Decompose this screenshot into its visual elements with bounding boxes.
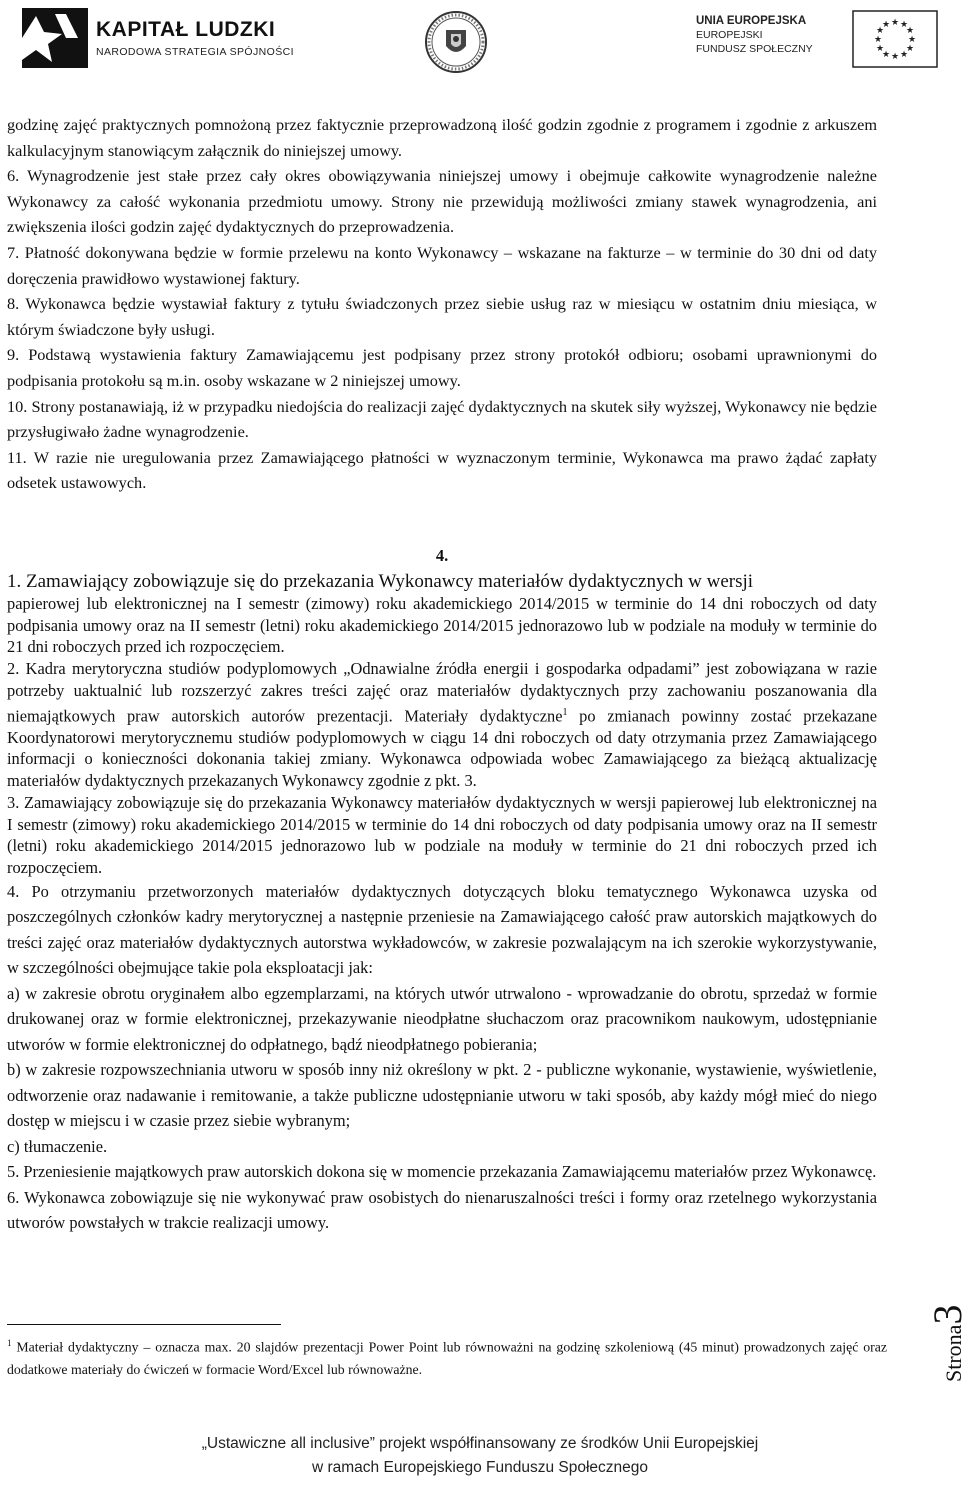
paragraph-6: 6. Wynagrodzenie jest stałe przez cały okres obowiązywania niniejszej umowy i obejmuje całkowite wynagrodzenie należne Wykonawcy za całość wykonania przedmiotu umowy. Strony nie przewidują możliwości zmiany stawek wynagrodzenia, ani zwiększenia ilości godzin zajęć dydaktycznych do przeprowadzenia.	[7, 166, 877, 237]
section-4-item-a: a) w zakresie obrotu oryginałem albo egzemplarzami, na których utwór utrwalono - wprowadzanie do obrotu, sprzedaż w formie drukowanej oraz w formie elektronicznej, przekazywanie nieodpłatne słuchaczom oraz pracownikom naukowym, udostępnianie utworów w formie elektronicznej do odpłatnego, bądź nieodpłatnego pobierania;	[7, 983, 877, 1054]
page-number-rotated	[924, 1305, 971, 1382]
footnote-reference: 1	[562, 706, 568, 718]
footer-line-2: w ramach Europejskiego Funduszu Społecznego	[311, 1459, 649, 1476]
section-4-paragraph-6: 6. Wykonawca zobowiązuje się nie wykonywać praw osobistych do nienaruszalności treści i formy oraz rzetelnego wykorzystania utworów powstałych w trakcie realizacji umowy.	[7, 1187, 877, 1233]
section-4-paragraph-1-lead: 1. Zamawiający zobowiązuje się do przekazania Wykonawcy materiałów dydaktycznych w wersji	[7, 571, 754, 592]
section-4-paragraph-2-a: 2. Kadra merytoryczna studiów podyplomowych „Odnawialne źródła energii i gospodarka odpadami” jest zobowiązana w razie potrzeby uaktualnić lub rozszerzyć zakres treści zajęć oraz materiałów dydaktycznych przy zachowaniu poszanowania dla niemajątkowych praw autorskich autorów prezentacji. Materiały dydaktyczne	[7, 659, 877, 725]
section-4-paragraph-5: 5. Przeniesienie majątkowych praw autorskich dokona się w momencie przekazania Zamawiającemu materiałów przez Wykonawcę.	[7, 1162, 877, 1182]
svg-text:★: ★	[899, 50, 909, 60]
section-4-paragraph-2-b: po zmianach powinny zostać przekazane Koordynatorowi merytorycznemu studiów podyplomowych w ciągu 14 dni roboczych od daty otrzymania przez Zamawiającego informacji o konieczności dokonania takiej zmiany. Wykonawca odpowiada wobec Zamawiającego za bieżącą aktualizację materiałów dydaktycznych przekazanych Wykonawcy zgodnie z pkt. 3.	[7, 705, 878, 791]
svg-text:★: ★	[881, 50, 891, 60]
footnote	[7, 1332, 887, 1381]
eu-logo-line3: FUNDUSZ SPOŁECZNY	[696, 43, 813, 55]
page-footer	[0, 1432, 960, 1480]
svg-text:★: ★	[899, 20, 909, 30]
kapital-ludzki-title: KAPITAŁ LUDZKI	[96, 18, 276, 41]
paragraph-10: 10. Strony postanawiają, iż w przypadku niedojścia do realizacji zajęć dydaktycznych na skutek siły wyższej, Wykonawcy nie będzie przysługiwało żadne wynagrodzenie.	[7, 396, 877, 442]
kapital-ludzki-logo	[22, 8, 294, 68]
section-heading-text: 4.	[435, 546, 449, 565]
paragraph-continued: godzinę zajęć praktycznych pomnożoną przez faktycznie przeprowadzoną ilość godzin zgodnie z programem i zgodnie z arkuszem kalkulacyjnym stanowiącym załącznik do niniejszej umowy.	[7, 115, 877, 160]
paragraph-7: 7. Płatność dokonywana będzie w formie przelewu na konto Wykonawcy – wskazane na fakturze – w terminie do 30 dni od daty doręczenia prawidłowo wystawionej faktury.	[7, 242, 877, 288]
eu-logo-line1: UNIA EUROPEJSKA	[696, 15, 807, 27]
page-word: Strona	[941, 1324, 966, 1382]
footer-line-1: „Ustawiczne all inclusive” projekt współfinansowany ze środków Unii Europejskiej	[201, 1435, 759, 1452]
eu-logo-text	[696, 14, 813, 56]
section-4-item-c: c) tłumaczenie.	[7, 1136, 108, 1156]
svg-text:★: ★	[890, 52, 900, 62]
svg-text:★: ★	[905, 44, 915, 54]
document-body	[7, 112, 878, 1233]
eu-logo-line2: EUROPEJSKI	[696, 29, 763, 41]
paragraph-9: 9. Podstawą wystawienia faktury Zamawiającemu jest podpisany przez strony protokół odbioru; osobami uprawnionymi do podpisania protokołu są m.in. osoby wskazane w 2 niniejszej umowy.	[7, 345, 877, 390]
eu-logo	[690, 10, 940, 72]
kapital-ludzki-subtitle: NARODOWA STRATEGIA SPÓJNOŚCI	[96, 46, 294, 58]
kapital-ludzki-mark-icon	[22, 8, 88, 68]
footnote-separator	[7, 1324, 281, 1325]
section-4-paragraph-4: 4. Po otrzymaniu przetworzonych materiałów dydaktycznych dotyczących bloku tematycznego Wykonawca uzyska od poszczególnych członków kadry merytorycznej a następnie przeniesie na Zamawiającego całość praw autorskich majątkowych do treści zajęć oraz materiałów dydaktycznych autorstwa wykładowców, w zakresie pozwalającym na ich szerokie wykorzystywanie, w szczególności obejmujące takie pola eksploatacji jak:	[7, 881, 877, 978]
page-header	[0, 0, 960, 90]
paragraph-11: 11. W razie nie uregulowania przez Zamawiającego płatności w wyznaczonym terminie, Wykonawca ma prawo żądać zapłaty odsetek ustawowych.	[7, 447, 877, 493]
svg-text:★: ★	[881, 20, 891, 30]
eu-flag-icon	[852, 10, 938, 68]
section-4-item-b: b) w zakresie rozpowszechniania utworu w sposób inny niż określony w pkt. 2 - publiczne wykonanie, wystawienie, wyświetlenie, odtworzenie oraz nadawanie i remitowanie, a także publiczne udostępnianie utworu w taki sposób, aby każdy mógł mieć do niego dostęp w miejscu i w czasie przez siebie wybranym;	[7, 1060, 877, 1131]
svg-text:★: ★	[905, 26, 915, 36]
section-4	[7, 570, 877, 1236]
paragraphs-section-3	[7, 112, 877, 496]
svg-text:★: ★	[875, 44, 885, 54]
svg-text:★: ★	[875, 26, 885, 36]
svg-text:★: ★	[873, 35, 883, 45]
section-4-paragraph-2	[7, 658, 877, 792]
svg-text:★: ★	[907, 35, 917, 45]
footnote-text: Materiał dydaktyczny – oznacza max. 20 slajdów prezentacji Power Point lub równoważni na godzinę szkoleniową (45 minut) prowadzonych zajęć oraz dodatkowe materiały do ćwiczeń w formacie Word/Excel lub równoważne.	[7, 1339, 887, 1377]
section-heading	[7, 546, 877, 566]
section-4-paragraph-1: papierowej lub elektronicznej na I semestr (zimowy) roku akademickiego 2014/2015 w terminie do 14 dni roboczych od daty podpisania umowy oraz na II semestr (letni) roku akademickiego 2014/2015 jednorazowo lub w podziale na moduły w terminie do 21 dni roboczych przed ich rozpoczęciem.	[7, 594, 877, 657]
university-seal-icon	[424, 10, 488, 74]
footnote-marker: 1	[7, 1338, 12, 1348]
page-number: 3	[925, 1304, 970, 1325]
paragraph-8: 8. Wykonawca będzie wystawiał faktury z tytułu świadczonych przez siebie usług raz w miesiącu w ostatnim dniu miesiąca, w którym świadczone były usługi.	[7, 294, 877, 339]
section-4-paragraph-3: 3. Zamawiający zobowiązuje się do przekazania Wykonawcy materiałów dydaktycznych w wersji papierowej lub elektronicznej na I semestr (zimowy) roku akademickiego 2014/2015 w terminie do 14 dni roboczych od daty podpisania umowy oraz na II semestr (letni) roku akademickiego 2014/2015 jednorazowo lub w podziale na moduły w terminie do 21 dni roboczych przed ich rozpoczęciem.	[7, 792, 877, 877]
svg-text:★: ★	[890, 18, 900, 28]
